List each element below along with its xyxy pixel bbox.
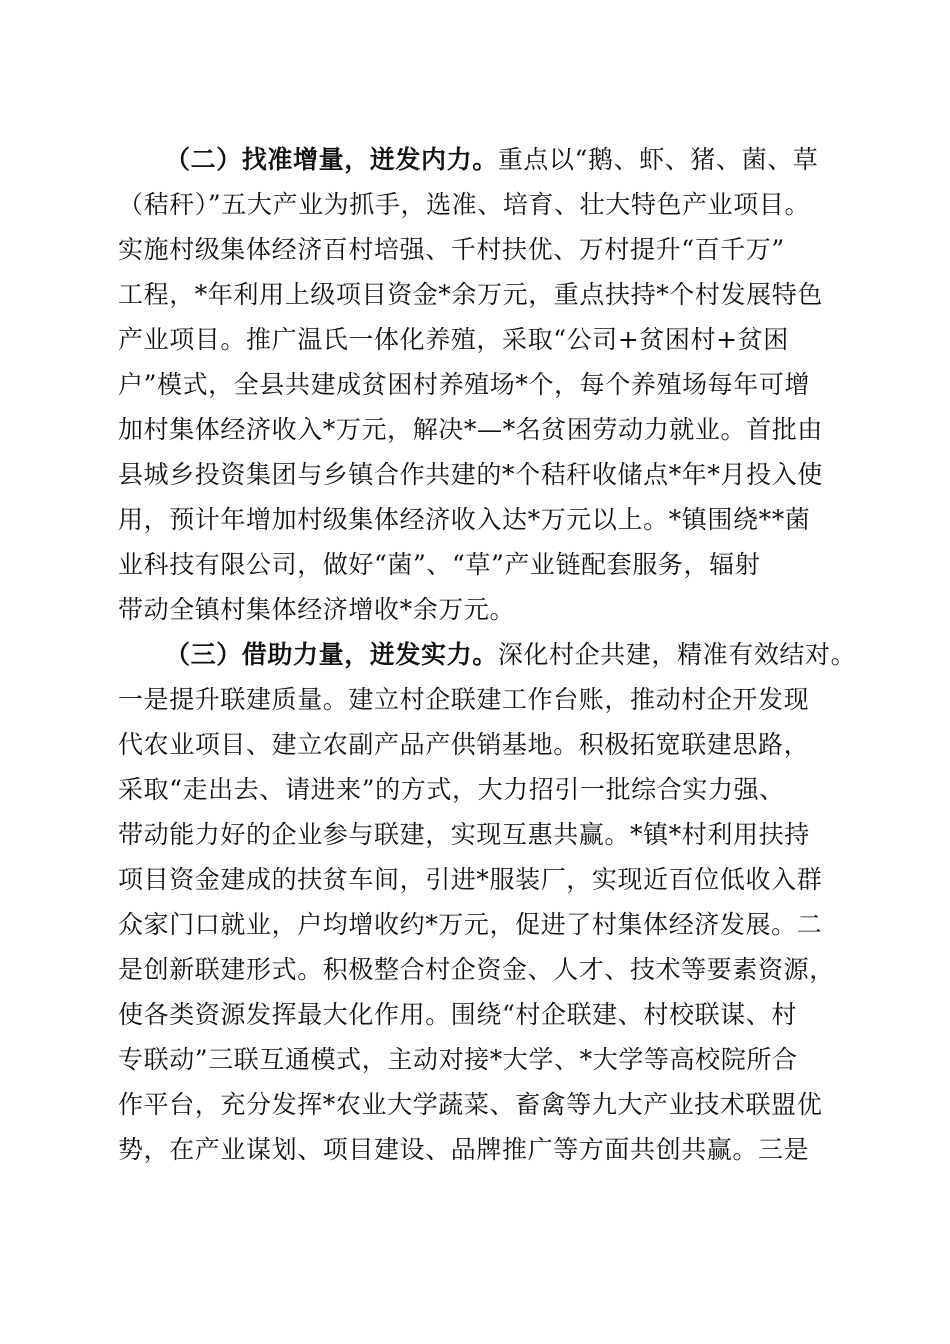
section3-heading: （三）借助力量，迸发实力。 <box>165 640 498 669</box>
section3-line: 使各类资源发挥最大化作用。围绕“村企联建、村校联谋、村 <box>118 1000 797 1029</box>
section2-line: 业科技有限公司，做好“菌”、“草”产业链配套服务，辐射 <box>118 550 761 579</box>
section2-heading: （二）找准增量，迸发内力。 <box>165 145 498 174</box>
section3-line: 采取“走出去、请进来”的方式，大力招引一批综合实力强、 <box>118 775 785 804</box>
section3-line: 是创新联建形式。积极整合村企资金、人才、技术等要素资源， <box>118 955 835 984</box>
section2-line: （秸秆）”五大产业为抓手，选准、培育、壮大特色产业项目。 <box>118 190 811 219</box>
section3-line: 专联动”三联互通模式，主动对接*大学、*大学等高校院所合 <box>118 1045 798 1074</box>
section2-line: 用，预计年增加村级集体经济收入达*万元以上。*镇围绕**菌 <box>118 505 811 534</box>
section2-first-line <box>165 142 818 178</box>
section3-line: 势，在产业谋划、项目建设、品牌推广等方面共创共赢。三是 <box>118 1135 810 1164</box>
section3-line: 带动能力好的企业参与联建，实现互惠共赢。*镇*村利用扶持 <box>118 820 810 849</box>
section2-line: 户”模式，全县共建成贫困村养殖场*个，每个养殖场每年可增 <box>118 370 811 399</box>
section2-line: 实施村级集体经济百村培强、千村扶优、万村提升“百千万” <box>118 235 785 264</box>
section3-line: 众家门口就业，户均增收约*万元，促进了村集体经济发展。二 <box>118 910 823 939</box>
section2-line: 产业项目。推广温氏一体化养殖，采取“公司+贫困村+贫困 <box>118 325 789 354</box>
section3-line: 作平台，充分发挥*农业大学蔬菜、畜禽等九大产业技术联盟优 <box>118 1090 823 1119</box>
section2-line: 加村集体经济收入*万元，解决*—*名贫困劳动力就业。首批由 <box>118 415 823 444</box>
section3-line: 项目资金建成的扶贫车间，引进*服装厂，实现近百位低收入群 <box>118 865 823 894</box>
section3-line: 一是提升联建质量。建立村企联建工作台账，推动村企开发现 <box>118 685 810 714</box>
section2-line: 县城乡投资集团与乡镇合作共建的*个秸秆收储点*年*月投入使 <box>118 460 823 489</box>
section3-line: 深化村企共建，精准有效结对。 <box>497 640 857 669</box>
section3-line: 代农业项目、建立农副产品产供销基地。积极拓宽联建思路， <box>118 730 810 759</box>
section3-first-line <box>165 637 856 673</box>
section2-line: 带动全镇村集体经济增收*余万元。 <box>118 595 516 624</box>
section2-line: 工程，*年利用上级项目资金*余万元，重点扶持*个村发展特色 <box>118 280 823 309</box>
section2-line: 重点以“鹅、虾、猪、菌、草 <box>497 145 819 174</box>
